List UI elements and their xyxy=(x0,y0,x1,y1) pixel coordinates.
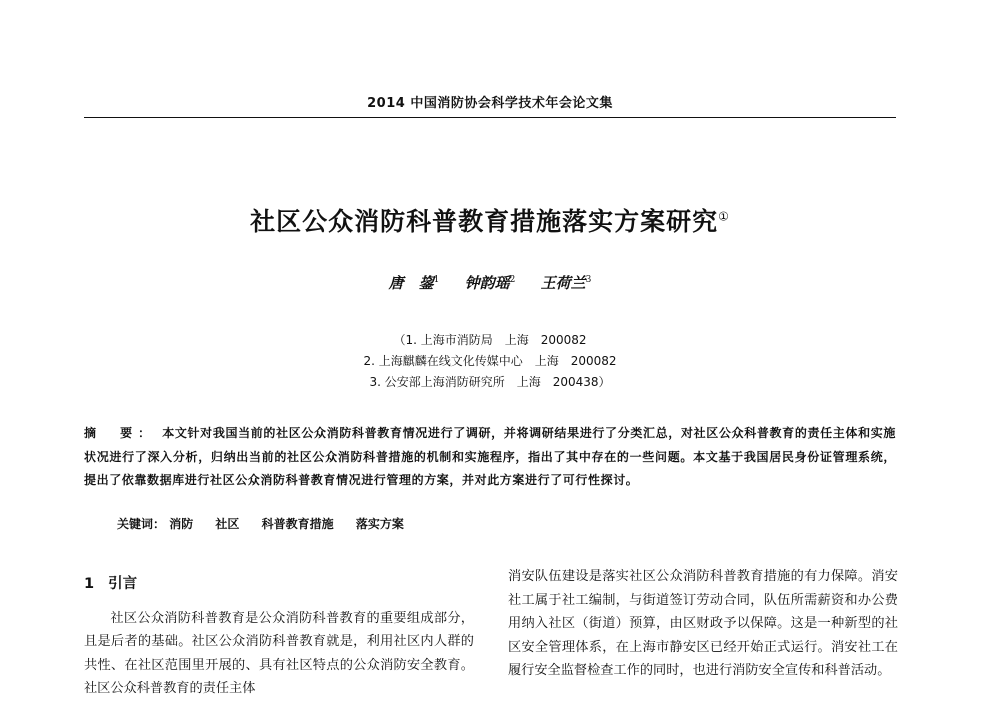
section-number: 1 xyxy=(84,576,95,592)
keyword: 消防 xyxy=(169,517,194,531)
section-title: 引言 xyxy=(108,576,138,592)
keywords xyxy=(117,515,897,532)
abstract-label: 摘 要： xyxy=(84,426,157,440)
abstract-text: 本文针对我国当前的社区公众消防科普教育情况进行了调研，并将调研结果进行了分类汇总，对社区公众科普教育的责任主体和实施状况进行了深入分析，归纳出当前的社区公众消防科普措施的机制和实施程序，指出了其中存在的一些问题。本文基于我国居民身份证管理系统，提出了依靠数据库进行社区公众消防科普教育情况进行管理的方案，并对此方案进行了可行性探讨。 xyxy=(84,426,896,487)
header-rule xyxy=(84,117,896,118)
affiliation-line: （1. 上海市消防局 上海 200082 xyxy=(393,333,587,347)
author-list xyxy=(84,272,896,293)
running-header: 2014 中国消防协会科学技术年会论文集 xyxy=(367,96,613,111)
author-name: 王荷兰 xyxy=(540,274,586,292)
body-column-left xyxy=(84,565,474,701)
author xyxy=(389,274,440,292)
paper-title-text: 社区公众消防科普教育措施落实方案研究 xyxy=(250,207,719,236)
affiliation-line: 3. 公安部上海消防研究所 上海 200438） xyxy=(369,375,611,389)
affiliation-list xyxy=(84,330,896,393)
author-name: 唐 鋆 xyxy=(388,274,434,292)
author xyxy=(465,274,516,292)
keyword: 社区 xyxy=(215,517,240,531)
author-name: 钟韵瑶 xyxy=(464,274,510,292)
title-footnote-marker: ① xyxy=(718,209,730,224)
body-paragraph: 消安队伍建设是落实社区公众消防科普教育措施的有力保障。消安社工属于社工编制，与街道签订劳动合同，队伍所需薪资和办公费用纳入社区（街道）预算，由区财政予以保障。这是一种新型的社区安全管理体系，在上海市静安区已经开始正式运行。消安社工在履行安全监督检查工作的同时，也进行消防安全宣传和科普活动。 xyxy=(508,569,898,678)
body-paragraph: 社区公众消防科普教育是公众消防科普教育的重要组成部分，且是后者的基础。社区公众消防科普教育就是，利用社区内人群的共性、在社区范围里开展的、具有社区特点的公众消防安全教育。社区公众科普教育的责任主体 xyxy=(84,610,474,696)
keywords-label: 关键词： xyxy=(117,517,166,531)
author-affiliation-marker: 1 xyxy=(433,275,440,285)
keyword: 落实方案 xyxy=(355,517,404,531)
author-affiliation-marker: 3 xyxy=(585,275,592,285)
author-affiliation-marker: 2 xyxy=(509,275,516,285)
author xyxy=(541,274,592,292)
affiliation-line: 2. 上海麒麟在线文化传媒中心 上海 200082 xyxy=(363,354,617,368)
section-heading xyxy=(84,573,474,597)
paper-title xyxy=(84,202,896,238)
abstract xyxy=(84,422,896,493)
keyword: 科普教育措施 xyxy=(261,517,334,531)
body-column-right xyxy=(508,565,898,683)
